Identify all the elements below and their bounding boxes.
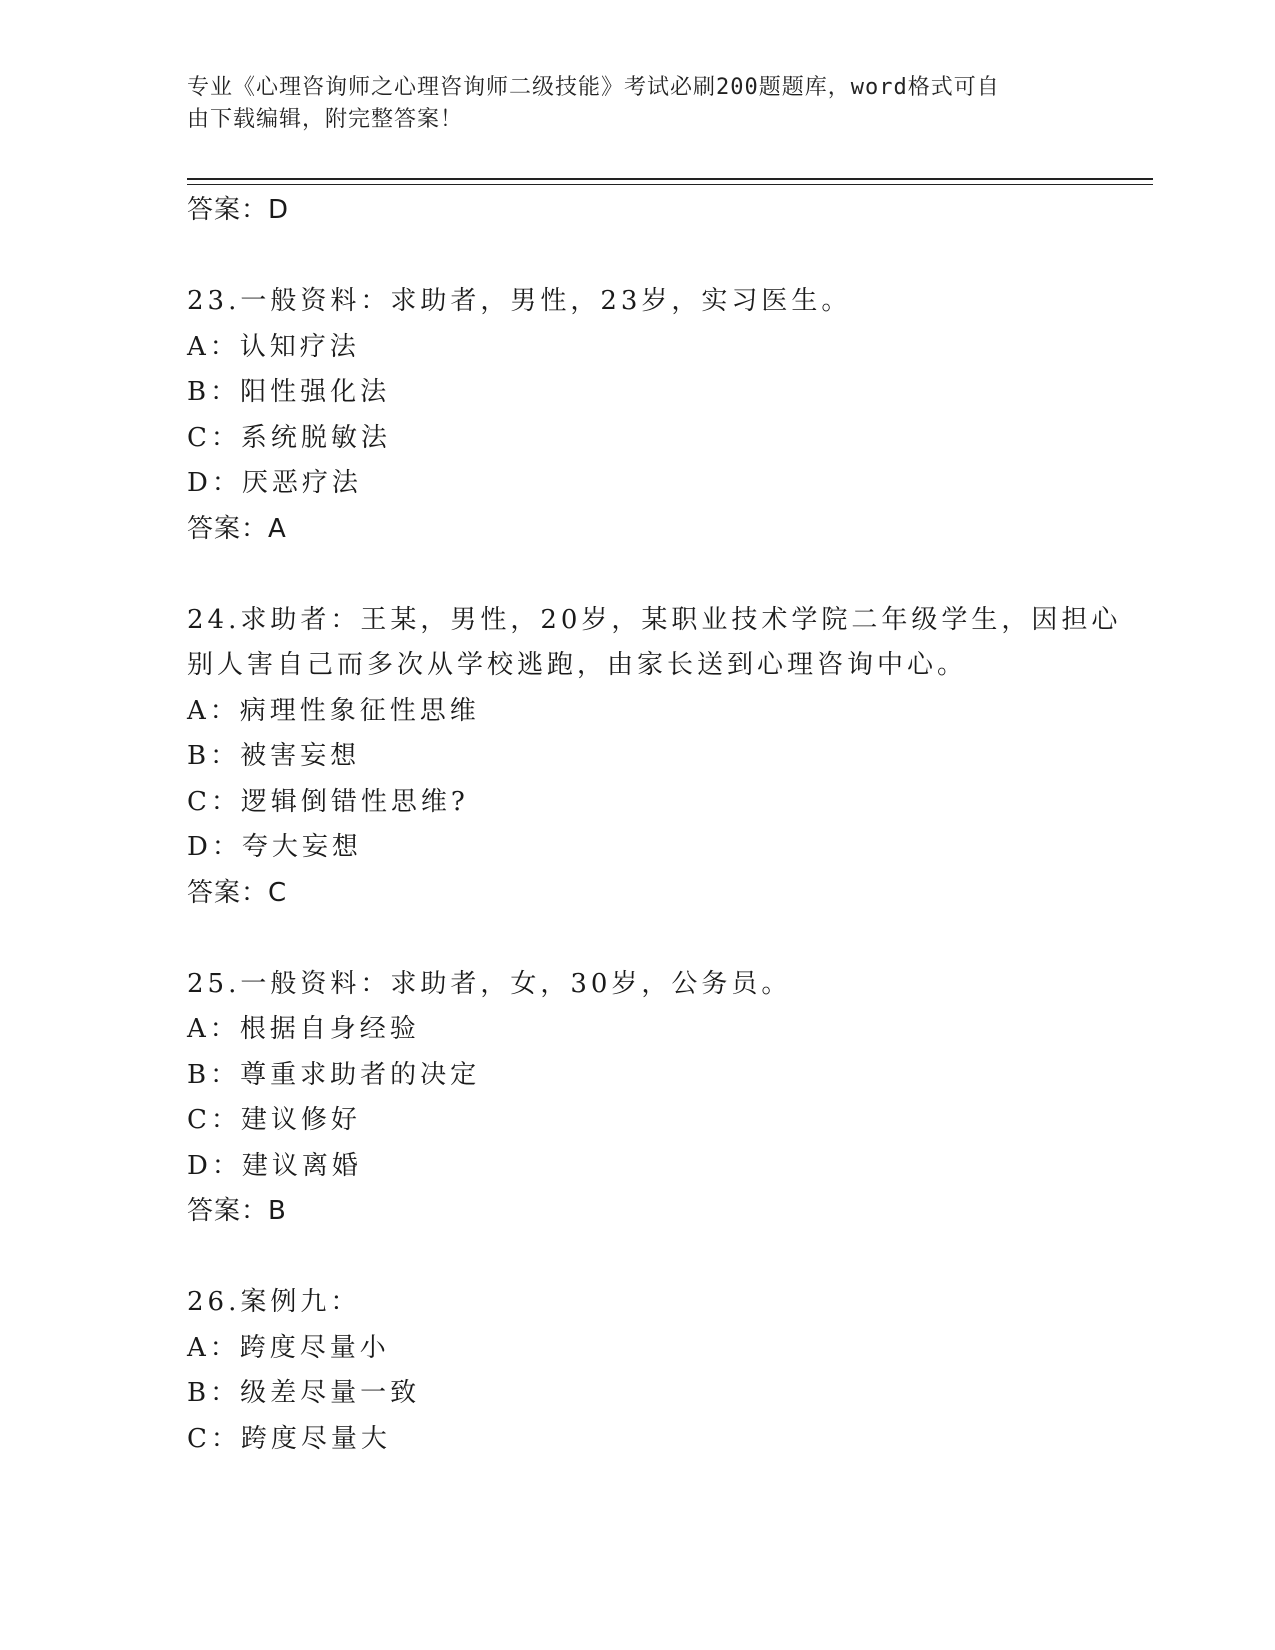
header-line-1: 专业《心理咨询师之心理咨询师二级技能》考试必刷200题题库，word格式可自 xyxy=(187,75,1000,100)
question-block xyxy=(187,962,1087,1235)
option-c: C：系统脱敏法 xyxy=(187,422,391,453)
option-d: D：厌恶疗法 xyxy=(187,468,362,498)
spacer xyxy=(187,552,1087,598)
document-header xyxy=(187,72,1087,136)
header-divider-thin xyxy=(187,184,1153,185)
question-stem: 25.一般资料：求助者，女，30岁，公务员。 xyxy=(187,968,792,999)
header-line-2: 由下载编辑，附完整答案！ xyxy=(187,107,464,132)
option-c: C：跨度尽量大 xyxy=(187,1423,391,1454)
answer-line: 答案：A xyxy=(187,513,287,544)
question-block xyxy=(187,279,1087,552)
question-stem-continued: 别人害自己而多次从学校逃跑，由家长送到心理咨询中心。 xyxy=(187,650,968,680)
option-a: A：病理性象征性思维 xyxy=(187,695,480,726)
option-d: D：夸大妄想 xyxy=(187,832,362,862)
option-a: A：认知疗法 xyxy=(187,331,360,362)
question-list xyxy=(187,188,1122,1462)
question-stem: 23.一般资料：求助者，男性，23岁，实习医生。 xyxy=(187,286,852,316)
spacer xyxy=(187,916,1087,962)
spacer xyxy=(187,234,1087,280)
option-b: B：尊重求助者的决定 xyxy=(187,1059,481,1090)
option-a: A：跨度尽量小 xyxy=(187,1332,390,1363)
option-d: D：建议离婚 xyxy=(187,1150,362,1181)
question-block xyxy=(187,1280,1087,1462)
option-b: B：阳性强化法 xyxy=(187,377,391,407)
question-stem: 24.求助者：王某，男性，20岁，某职业技术学院二年级学生，因担心 xyxy=(187,604,1122,635)
spacer xyxy=(187,1235,1087,1281)
answer-line: 答案：C xyxy=(187,877,288,908)
option-c: C：建议修好 xyxy=(187,1105,361,1135)
previous-answer: 答案：D xyxy=(187,195,290,225)
question-stem: 26.案例九： xyxy=(187,1287,361,1317)
question-block xyxy=(187,598,1122,917)
option-b: B：被害妄想 xyxy=(187,741,361,771)
option-c: C：逻辑倒错性思维? xyxy=(187,786,469,817)
option-b: B：级差尽量一致 xyxy=(187,1378,421,1408)
answer-line: 答案：B xyxy=(187,1196,287,1226)
header-divider-thick xyxy=(187,178,1153,180)
option-a: A：根据自身经验 xyxy=(187,1014,420,1044)
